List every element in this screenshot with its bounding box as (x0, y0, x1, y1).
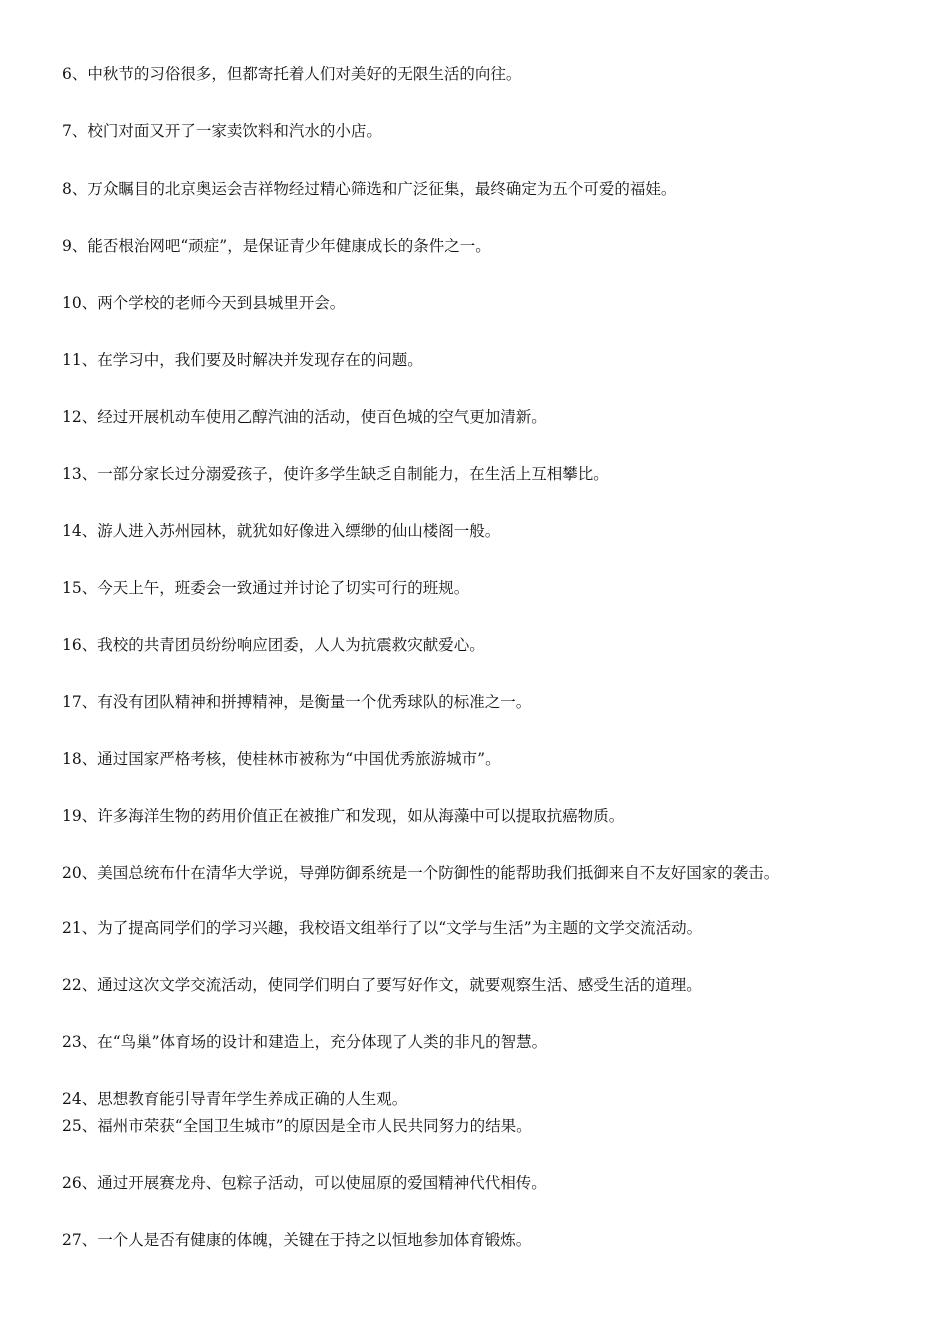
sentence-8: 8、万众瞩目的北京奥运会吉祥物经过精心筛选和广泛征集，最终确定为五个可爱的福娃。 (62, 180, 677, 198)
sentence-23: 23、在“鸟巢”体育场的设计和建造上，充分体现了人类的非凡的智慧。 (62, 1033, 548, 1051)
sentence-22: 22、通过这次文学交流活动，使同学们明白了要写好作文，就要观察生活、感受生活的道理。 (62, 976, 702, 994)
sentence-16: 16、我校的共青团员纷纷响应团委，人人为抗震救灾献爱心。 (62, 636, 485, 654)
sentence-25: 25、福州市荣获“全国卫生城市”的原因是全市人民共同努力的结果。 (62, 1117, 532, 1135)
sentence-6: 6、中秋节的习俗很多，但都寄托着人们对美好的无限生活的向往。 (62, 65, 522, 83)
sentence-17: 17、有没有团队精神和拼搏精神，是衡量一个优秀球队的标准之一。 (62, 693, 532, 711)
sentence-26: 26、通过开展赛龙舟、包粽子活动，可以使屈原的爱国精神代代相传。 (62, 1174, 547, 1192)
sentence-7: 7、校门对面又开了一家卖饮料和汽水的小店。 (62, 122, 382, 140)
sentence-24: 24、思想教育能引导青年学生养成正确的人生观。 (62, 1090, 408, 1108)
sentence-15: 15、今天上午，班委会一致通过并讨论了切实可行的班规。 (62, 579, 470, 597)
sentence-18: 18、通过国家严格考核，使桂林市被称为“中国优秀旅游城市”。 (62, 750, 501, 768)
sentence-19: 19、许多海洋生物的药用价值正在被推广和发现，如从海藻中可以提取抗癌物质。 (62, 807, 625, 825)
sentence-27: 27、一个人是否有健康的体魄，关键在于持之以恒地参加体育锻炼。 (62, 1231, 532, 1249)
sentence-11: 11、在学习中，我们要及时解决并发现存在的问题。 (62, 351, 423, 369)
sentence-20: 20、美国总统布什在清华大学说，导弹防御系统是一个防御性的能帮助我们抵御来自不友好国家的袭击。 (62, 864, 780, 882)
sentence-10: 10、两个学校的老师今天到县城里开会。 (62, 294, 346, 312)
sentence-14: 14、游人进入苏州园林，就犹如好像进入缥缈的仙山楼阁一般。 (62, 522, 501, 540)
sentence-12: 12、经过开展机动车使用乙醇汽油的活动，使百色城的空气更加清新。 (62, 408, 547, 426)
sentence-9: 9、能否根治网吧“顽症”，是保证青少年健康成长的条件之一。 (62, 237, 491, 255)
sentence-21: 21、为了提高同学们的学习兴趣，我校语文组举行了以“文学与生活”为主题的文学交流活动。 (62, 919, 703, 937)
sentence-13: 13、一部分家长过分溺爱孩子，使许多学生缺乏自制能力，在生活上互相攀比。 (62, 465, 609, 483)
